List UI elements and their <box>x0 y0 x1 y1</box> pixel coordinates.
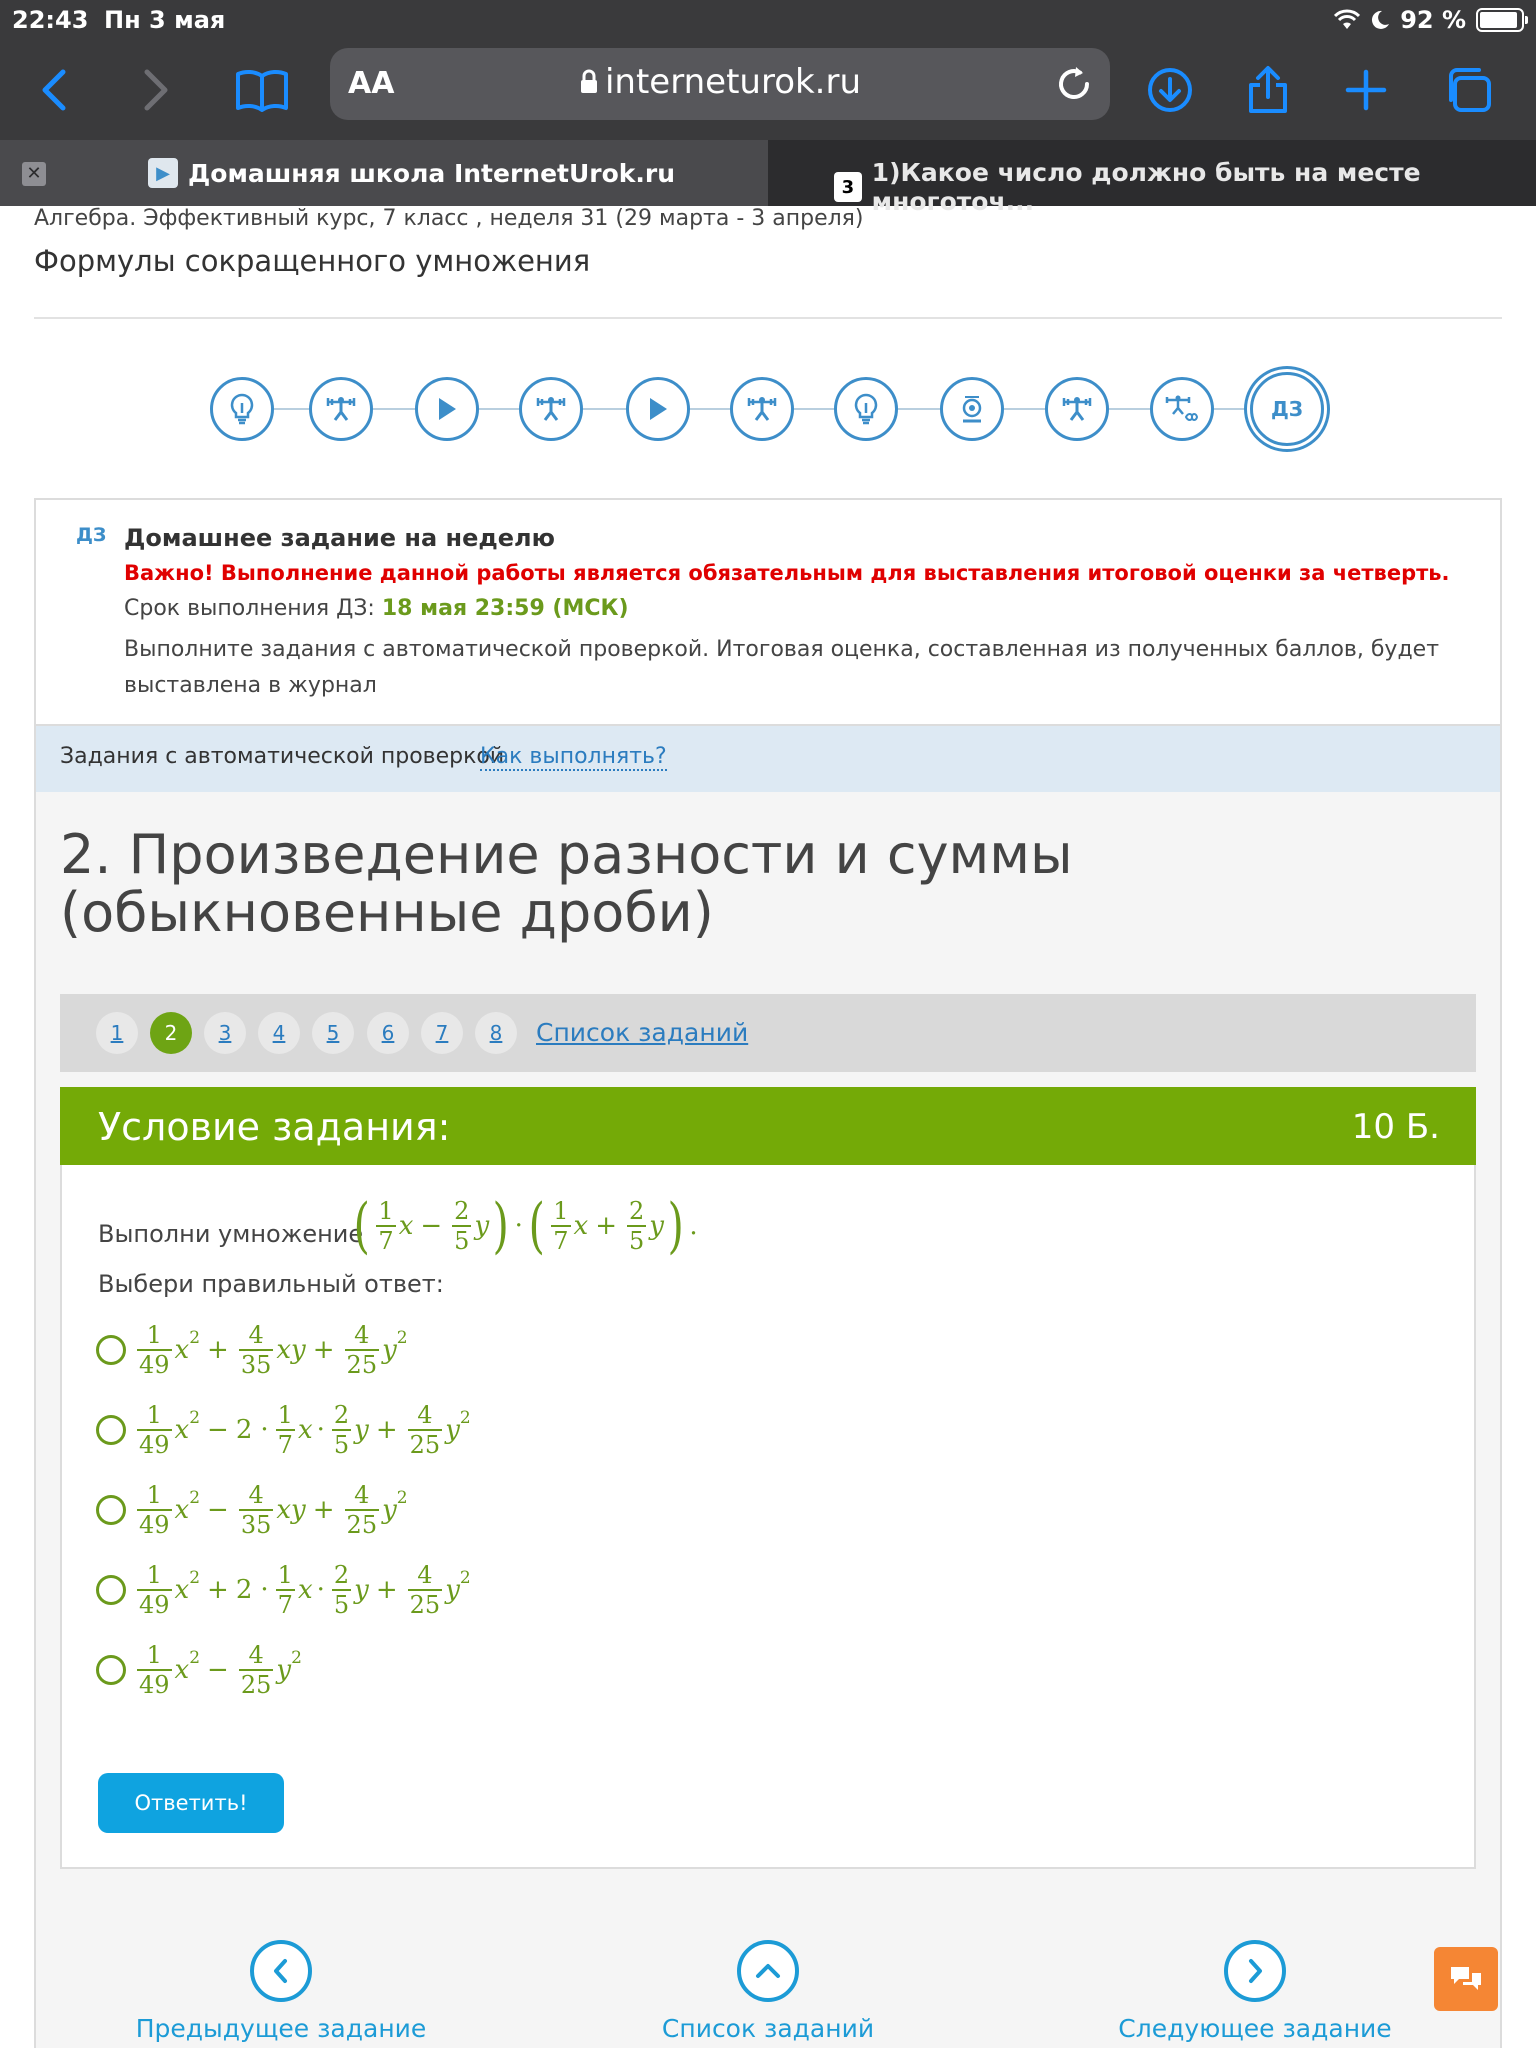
chat-icon[interactable] <box>1434 1947 1498 2011</box>
page-link-8[interactable]: 8 <box>475 1012 517 1054</box>
answer-option-3[interactable]: $\frac{1}{49}$ x 2 − $\frac{4}{35}$ xy + $\frac{4}{25}$ y 2 <box>96 1482 408 1538</box>
lightbulb-icon <box>853 393 879 425</box>
prev-task-label[interactable]: Предыдущее задание <box>135 2014 427 2043</box>
chevron-up-icon[interactable] <box>737 1940 799 2002</box>
radio-button[interactable] <box>96 1655 126 1685</box>
lightbulb-icon <box>229 393 255 425</box>
due-label: Срок выполнения ДЗ: <box>124 596 375 621</box>
reader-aa-button[interactable]: AA <box>348 66 395 101</box>
page-link-5[interactable]: 5 <box>312 1012 354 1054</box>
webcam-icon <box>957 394 987 424</box>
share-icon[interactable] <box>1236 58 1300 122</box>
reload-icon[interactable] <box>1054 64 1094 104</box>
dumbbell-icon <box>745 394 779 424</box>
lesson-title: Формулы сокращенного умножения <box>34 244 591 278</box>
page-link-1[interactable]: 1 <box>96 1012 138 1054</box>
new-tab-icon[interactable] <box>1334 58 1398 122</box>
condition-header <box>60 1087 1476 1165</box>
next-task-nav[interactable] <box>1095 1940 1415 2043</box>
auto-check-label: Задания с автоматической проверкой <box>60 744 505 769</box>
breadcrumb[interactable]: Алгебра. Эффективный курс, 7 класс , неделя 31 (29 марта - 3 апреля) <box>34 206 864 231</box>
task-title: 2. Произведение разности и суммы (обыкновенные дроби) <box>60 823 1073 944</box>
url-text: interneturok.ru <box>604 62 862 102</box>
radio-button[interactable] <box>96 1415 126 1445</box>
homework-warning: Важно! Выполнение данной работы является обязательным для выставления итоговой оценки за четверть. <box>124 561 1450 585</box>
bookmarks-icon[interactable] <box>230 58 294 122</box>
battery-icon <box>1476 8 1524 32</box>
question-expression: ( $\frac{1}{7}$ x − $\frac{2}{5}$ y ) · ( $\frac{1}{7}$ x + $\frac{2}{5}$ y ) . <box>353 1191 698 1261</box>
page-link-6[interactable]: 6 <box>367 1012 409 1054</box>
homework-card <box>34 498 1502 726</box>
dumbbell-icon <box>324 394 358 424</box>
step-exercise[interactable] <box>1045 377 1109 441</box>
moon-icon <box>1370 9 1390 31</box>
tabs-overview-icon[interactable] <box>1436 58 1500 122</box>
due-value: 18 мая 23:59 (МСК) <box>381 596 629 621</box>
battery-percent: 92 % <box>1400 6 1466 34</box>
lock-icon <box>579 69 599 95</box>
radio-button[interactable] <box>96 1575 126 1605</box>
question-text: Выполни умножение <box>98 1220 364 1248</box>
task-list-nav[interactable] <box>608 1940 928 2043</box>
answer-option-2[interactable]: $\frac{1}{49}$ x 2 − 2 · $\frac{1}{7}$ x · $\frac{2}{5}$ y + $\frac{4}{25}$ y 2 <box>96 1402 471 1458</box>
step-webinar[interactable] <box>940 377 1004 441</box>
step-lightbulb[interactable] <box>210 377 274 441</box>
address-bar[interactable] <box>330 48 1110 120</box>
url-host <box>330 62 1110 102</box>
dumbbell-infinity-icon <box>1164 393 1200 425</box>
close-tab-icon[interactable]: ✕ <box>22 162 46 186</box>
step-exercise[interactable] <box>519 377 583 441</box>
how-to-link[interactable]: Как выполнять? <box>480 744 667 769</box>
dumbbell-icon <box>1060 394 1094 424</box>
page-link-3[interactable]: 3 <box>204 1012 246 1054</box>
condition-points: 10 Б. <box>1351 1107 1440 1147</box>
next-task-label[interactable]: Следующее задание <box>1118 2014 1392 2043</box>
answer-option-5[interactable]: $\frac{1}{49}$ x 2 − $\frac{4}{25}$ y 2 <box>96 1642 302 1698</box>
chevron-right-icon[interactable] <box>1224 1940 1286 2002</box>
answer-option-1[interactable]: $\frac{1}{49}$ x 2 + $\frac{4}{35}$ xy + $\frac{4}{25}$ y 2 <box>96 1322 408 1378</box>
status-bar <box>0 0 1536 40</box>
step-exercise[interactable] <box>730 377 794 441</box>
homework-description: Выполните задания с автоматической проверкой. Итоговая оценка, составленная из полученных баллов, будет выставлена в журнал <box>124 637 1440 698</box>
download-icon[interactable] <box>1138 58 1202 122</box>
status-time: 22:43 <box>12 6 89 34</box>
status-date: Пн 3 мая <box>104 6 226 34</box>
tab-favicon: 3 <box>834 172 862 202</box>
dumbbell-icon <box>534 394 568 424</box>
condition-title: Условие задания: <box>98 1105 451 1149</box>
step-video[interactable] <box>415 377 479 441</box>
status-right <box>1334 6 1524 34</box>
forward-icon[interactable] <box>124 58 188 122</box>
homework-title: Домашнее задание на неделю <box>124 524 555 552</box>
submit-answer-button[interactable]: Ответить! <box>98 1773 284 1833</box>
step-homework[interactable]: ДЗ <box>1250 372 1324 446</box>
task-pager <box>60 994 1476 1072</box>
question-subtitle: Выбери правильный ответ: <box>98 1270 444 1298</box>
wifi-icon <box>1334 9 1360 31</box>
homework-badge: ДЗ <box>76 524 107 546</box>
task-list-link[interactable]: Список заданий <box>536 1018 749 1047</box>
play-icon <box>436 396 458 422</box>
tab-question[interactable] <box>768 140 1536 216</box>
page-link-4[interactable]: 4 <box>258 1012 300 1054</box>
back-icon[interactable] <box>22 58 86 122</box>
step-exercise-infinite[interactable] <box>1150 377 1214 441</box>
tab-interneturok[interactable] <box>0 140 768 206</box>
prev-task-nav[interactable] <box>121 1940 441 2043</box>
step-exercise[interactable] <box>309 377 373 441</box>
radio-button[interactable] <box>96 1335 126 1365</box>
homework-due <box>124 596 629 621</box>
play-icon <box>647 396 669 422</box>
tab-bar <box>0 140 1536 216</box>
auto-check-bar <box>34 726 1502 792</box>
tab-label: 1)Какое число должно быть на месте многоточ... <box>871 158 1421 216</box>
step-lightbulb[interactable] <box>834 377 898 441</box>
interneturok-favicon: ▶ <box>148 158 178 188</box>
radio-button[interactable] <box>96 1495 126 1525</box>
tab-label: Домашняя школа InternetUrok.ru <box>188 158 676 188</box>
answer-option-4[interactable]: $\frac{1}{49}$ x 2 + 2 · $\frac{1}{7}$ x · $\frac{2}{5}$ y + $\frac{4}{25}$ y 2 <box>96 1562 471 1618</box>
task-list-label[interactable]: Список заданий <box>661 2014 875 2043</box>
page-link-2-active[interactable]: 2 <box>150 1012 192 1054</box>
page-link-7[interactable]: 7 <box>421 1012 463 1054</box>
divider <box>34 317 1502 319</box>
browser-toolbar <box>0 40 1536 140</box>
step-video[interactable] <box>626 377 690 441</box>
chevron-left-icon[interactable] <box>250 1940 312 2002</box>
